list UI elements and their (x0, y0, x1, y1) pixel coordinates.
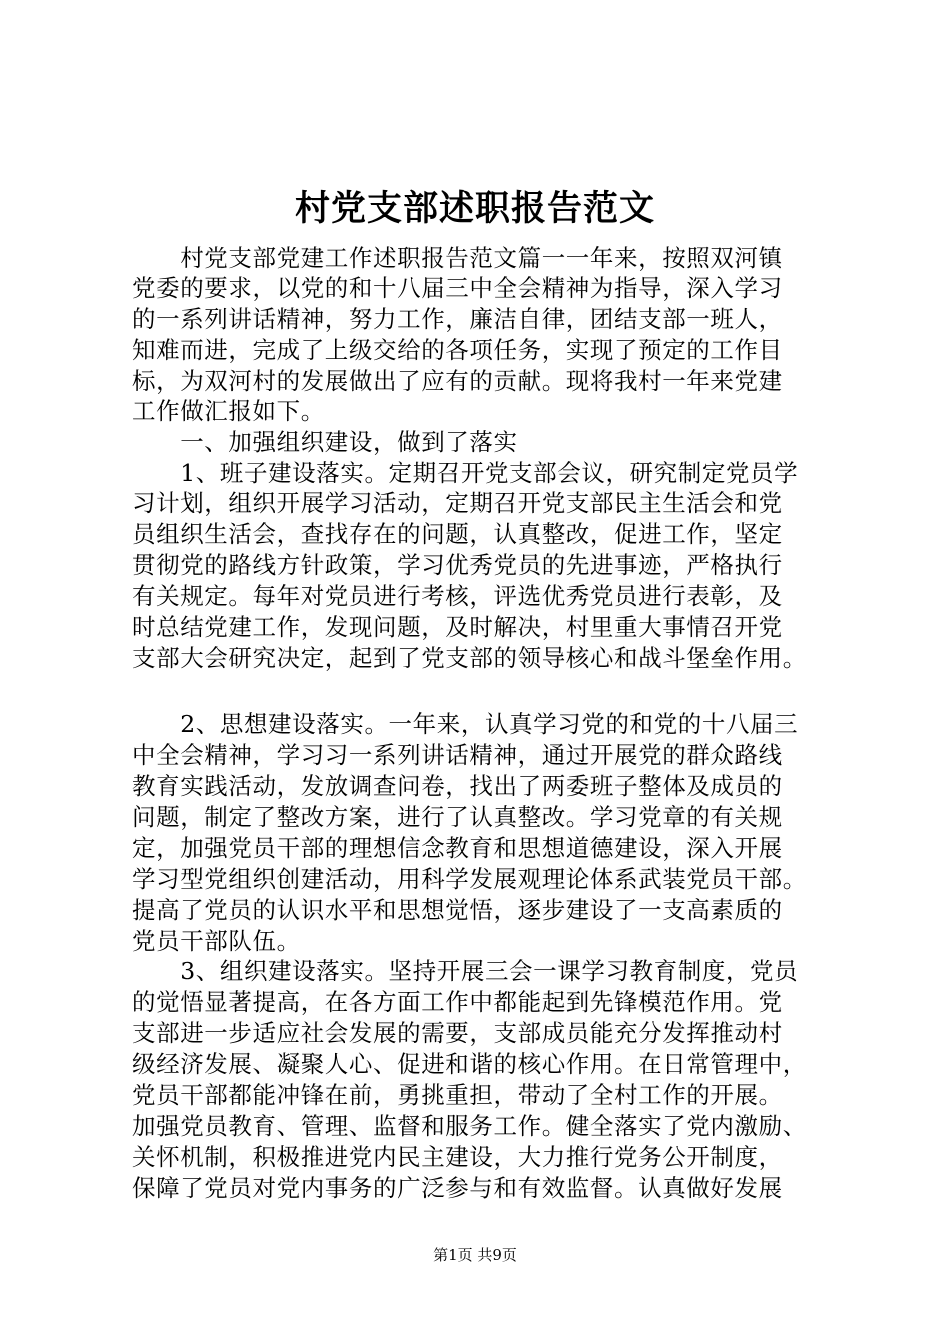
body-line: 1、班子建设落实。定期召开党支部会议，研究制定党员学 (132, 459, 799, 487)
page-footer: 第1页 共9页 (433, 1246, 517, 1264)
body-line: 党员干部都能冲锋在前，勇挑重担，带动了全村工作的开展。 (132, 1081, 783, 1109)
body-line: 中全会精神，学习习一系列讲话精神，通过开展党的群众路线 (132, 741, 783, 769)
body-line: 标，为双河村的发展做出了应有的贡献。现将我村一年来党建 (132, 367, 783, 395)
body-line: 加强党员教育、管理、监督和服务工作。健全落实了党内激励、 (132, 1112, 807, 1140)
body-line: 保障了党员对党内事务的广泛参与和有效监督。认真做好发展 (132, 1174, 783, 1202)
body-line: 支部进一步适应社会发展的需要，支部成员能充分发挥推动村 (132, 1019, 783, 1047)
document-title: 村党支部述职报告范文 (294, 188, 655, 229)
body-line: 提高了党员的认识水平和思想觉悟，逐步建设了一支高素质的 (132, 896, 783, 924)
body-line: 有关规定。每年对党员进行考核，评选优秀党员进行表彰，及 (132, 582, 783, 610)
body-line: 教育实践活动，发放调查问卷，找出了两委班子整体及成员的 (132, 772, 783, 800)
body-line: 级经济发展、凝聚人心、促进和谐的核心作用。在日常管理中， (132, 1050, 807, 1078)
body-line: 知难而进，完成了上级交给的各项任务，实现了预定的工作目 (132, 336, 783, 364)
body-line: 关怀机制，积极推进党内民主建设，大力推行党务公开制度， (132, 1143, 783, 1171)
body-line: 贯彻党的路线方针政策，学习优秀党员的先进事迹，严格执行 (132, 551, 783, 579)
body-line: 工作做汇报如下。 (132, 397, 325, 425)
body-line: 问题，制定了整改方案，进行了认真整改。学习党章的有关规 (132, 803, 783, 831)
body-line: 时总结党建工作，发现问题，及时解决，村里重大事情召开党 (132, 613, 783, 641)
body-line: 习计划，组织开展学习活动，定期召开党支部民主生活会和党 (132, 489, 783, 517)
body-line: 员组织生活会，查找存在的问题，认真整改，促进工作，坚定 (132, 520, 783, 548)
body-line: 党员干部队伍。 (132, 927, 301, 955)
body-line: 支部大会研究决定，起到了党支部的领导核心和战斗堡垒作用。 (132, 644, 807, 672)
body-line: 学习型党组织创建活动，用科学发展观理论体系武装党员干部。 (132, 865, 807, 893)
body-line: 一、加强组织建设，做到了落实 (132, 428, 518, 456)
body-line: 的一系列讲话精神，努力工作，廉洁自律，团结支部一班人， (132, 305, 783, 333)
body-line: 村党支部党建工作述职报告范文篇一一年来，按照双河镇 (132, 244, 783, 272)
body-line: 定，加强党员干部的理想信念教育和思想道德建设，深入开展 (132, 834, 783, 862)
body-line: 3、组织建设落实。坚持开展三会一课学习教育制度，党员 (132, 957, 799, 985)
body-line: 的觉悟显著提高，在各方面工作中都能起到先锋模范作用。党 (132, 988, 783, 1016)
body-line: 2、思想建设落实。一年来，认真学习党的和党的十八届三 (132, 710, 799, 738)
body-line: 党委的要求，以党的和十八届三中全会精神为指导，深入学习 (132, 274, 783, 302)
